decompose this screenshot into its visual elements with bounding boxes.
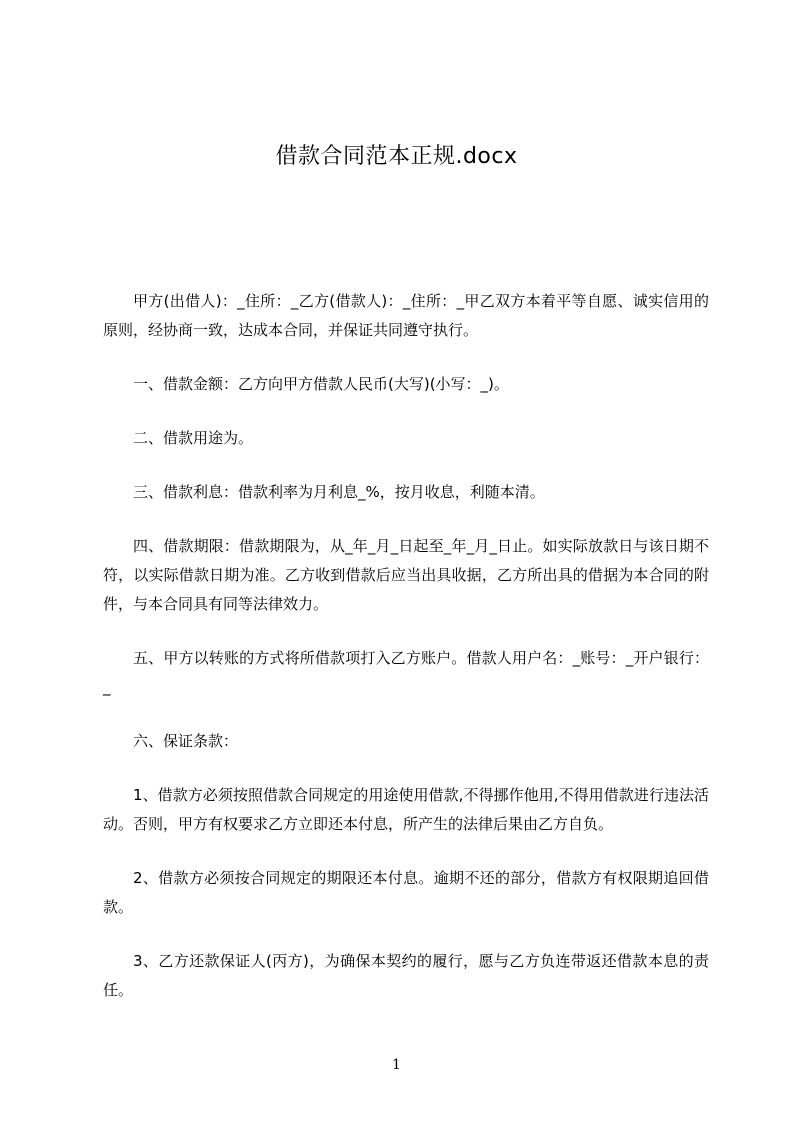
paragraph-guarantee-3: 3、乙方还款保证人(丙方)，为确保本契约的履行，愿与乙方负连带返还借款本息的责任。 [103,952,709,999]
page-number: 1 [392,1057,401,1073]
paragraph-guarantee-heading: 六、保证条款： [133,732,239,750]
paragraph-guarantee-2: 2、借款方必须按合同规定的期限还本付息。逾期不还的部分，借款方有权限期追回借款。 [103,869,709,916]
paragraph-guarantee-1: 1、借款方必须按照借款合同规定的用途使用借款,不得挪作他用,不得用借款进行违法活动。否则，甲方有权要求乙方立即还本付息，所产生的法律后果由乙方自负。 [103,786,709,833]
paragraph-parties: 甲方(出借人)：_住所：_乙方(借款人)：_住所：_甲乙双方本着平等自愿、诚实信用的原则，经协商一致，达成本合同，并保证共同遵守执行。 [103,292,709,339]
document-title: 借款合同范本正规.docx [275,144,518,169]
paragraph-loan-term: 四、借款期限：借款期限为，从_年_月_日起至_年_月_日止。如实际放款日与该日期不符，以实际借款日期为准。乙方收到借款后应当出具收据，乙方所出具的借据为本合同的附件，与本合同具有同等法律效力。 [103,537,709,613]
paragraph-loan-purpose: 二、借款用途为。 [133,429,254,447]
document-body [103,287,709,1030]
paragraph-loan-interest: 三、借款利息：借款利率为月利息_%，按月收息，利随本清。 [133,483,545,501]
paragraph-transfer-account: 五、甲方以转账的方式将所借款项打入乙方账户。借款人用户名：_账号：_开户银行：_ [103,649,709,696]
paragraph-loan-amount: 一、借款金额：乙方向甲方借款人民币(大写)(小写：_)。 [133,375,509,393]
